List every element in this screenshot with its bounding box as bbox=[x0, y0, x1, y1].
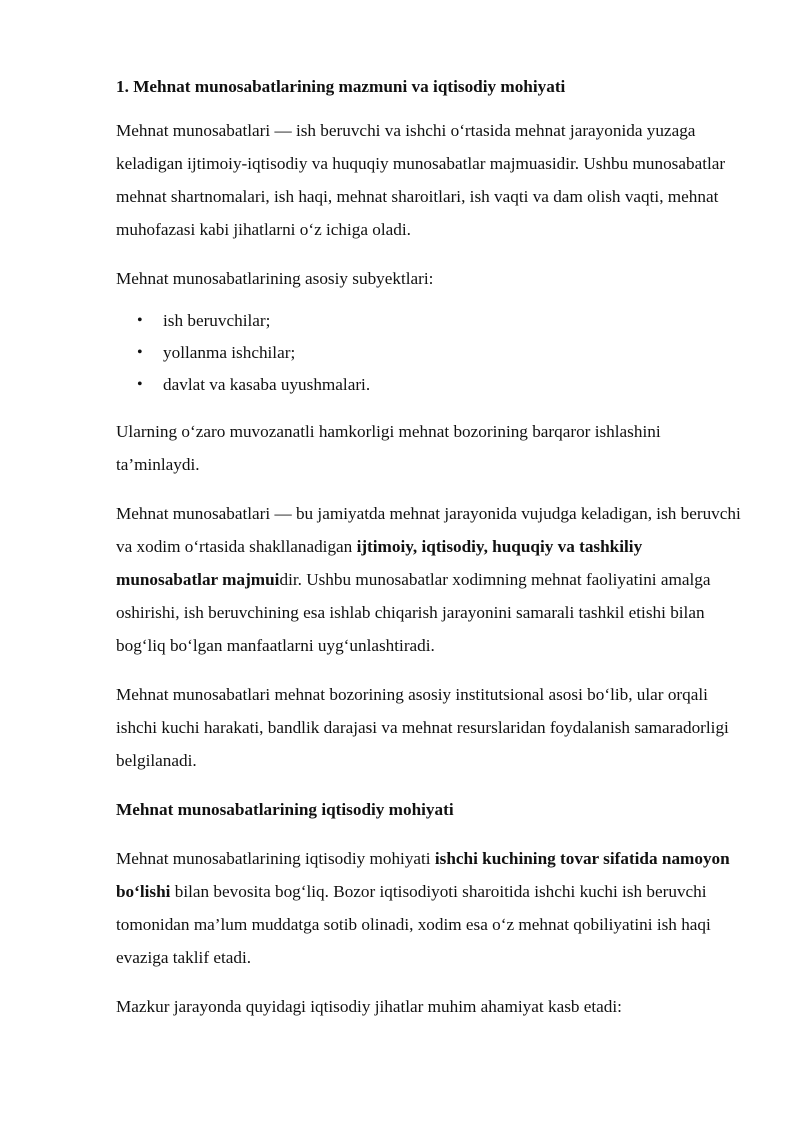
document-page bbox=[116, 76, 746, 1039]
bullet-icon: • bbox=[137, 376, 143, 393]
paragraph-aspects-intro: Mazkur jarayonda quyidagi iqtisodiy jihatlar muhim ahamiyat kasb etadi: bbox=[116, 997, 622, 1016]
subsection-title: Mehnat munosabatlarining iqtisodiy mohiyati bbox=[116, 800, 454, 819]
bullet-icon: • bbox=[137, 344, 143, 361]
list-item: • ish beruvchilar; bbox=[163, 305, 746, 337]
paragraph-definition: Mehnat munosabatlari — ish beruvchi va ishchi o‘rtasida mehnat jarayonida yuzaga keladigan ijtimoiy-iqtisodiy va huquqiy munosabatlar majmuasidir. Ushbu munosabatlar mehnat shartnomalari, ish haqi, mehnat sharoitlari, ish vaqti va dam olish vaqti, mehnat muhofazasi kabi jihatlarni o‘z ichiga oladi. bbox=[116, 121, 726, 239]
paragraph-economic-essence: Mehnat munosabatlarining iqtisodiy mohiyati ishchi kuchining tovar sifatida namoyon bo‘lishi bilan bevosita bog‘liq. Bozor iqtisodiyoti sharoitida ishchi kuchi ish beruvchi tomonidan ma’lum muddatga sotib olinadi, xodim esa o‘z mehnat qobiliyatini ish haqi evaziga taklif etadi. bbox=[116, 849, 730, 967]
paragraph-subjects-intro: Mehnat munosabatlarining asosiy subyektlari: bbox=[116, 269, 434, 288]
list-item: • davlat va kasaba uyushmalari. bbox=[163, 369, 746, 401]
subjects-list bbox=[116, 305, 746, 401]
paragraph-balance: Ularning o‘zaro muvozanatli hamkorligi mehnat bozorining barqaror ishlashini ta’minlaydi. bbox=[116, 422, 661, 474]
bullet-icon: • bbox=[137, 312, 143, 329]
section-title: 1. Mehnat munosabatlarining mazmuni va iqtisodiy mohiyati bbox=[116, 77, 566, 96]
paragraph-definition-extended: Mehnat munosabatlari — bu jamiyatda mehnat jarayonida vujudga keladigan, ish beruvchi va xodim o‘rtasida shakllanadigan ijtimoiy, iqtisodiy, huquqiy va tashkiliy munosabatlar majmuidir. Ushbu munosabatlar xodimning mehnat faoliyatini amalga oshirishi, ish beruvchining esa ishlab chiqarish jarayonini samarali tashkil etishi bilan bog‘liq bo‘lgan manfaatlarni uyg‘unlashtiradi. bbox=[116, 504, 741, 655]
paragraph-institutional: Mehnat munosabatlari mehnat bozorining asosiy institutsional asosi bo‘lib, ular orqali ishchi kuchi harakati, bandlik darajasi va mehnat resurslaridan foydalanish samaradorligi belgilanadi. bbox=[116, 685, 729, 770]
list-item: • yollanma ishchilar; bbox=[163, 337, 746, 369]
